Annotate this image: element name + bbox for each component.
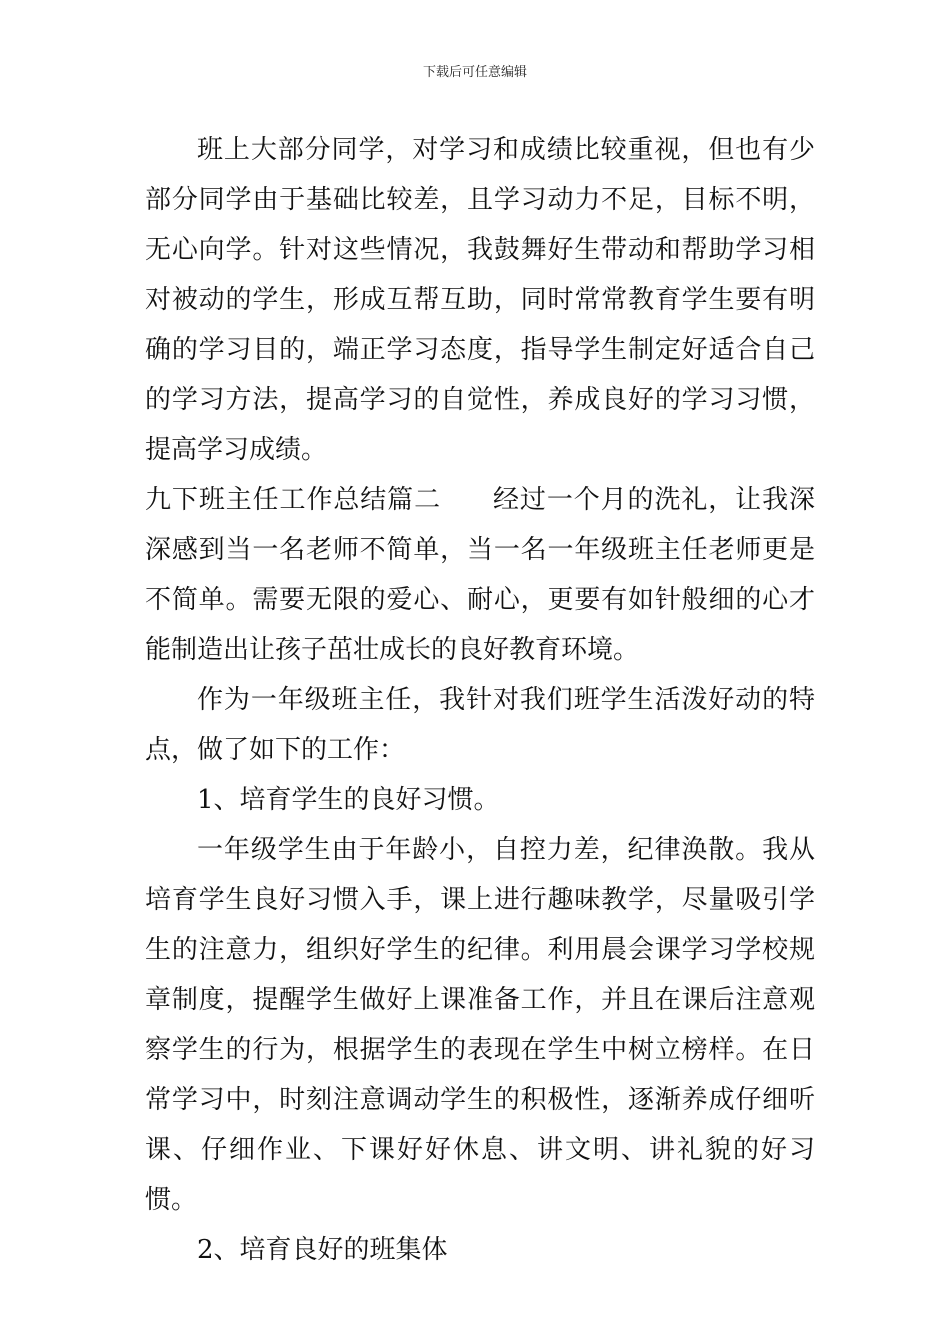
section-heading: 九下班主任工作总结篇二: [145, 485, 441, 515]
paragraph-work-intro: 作为一年级班主任，我针对我们班学生活泼好动的特点，做了如下的工作：: [145, 685, 815, 765]
paragraph-section-two-text: 经过一个月的洗礼，让我深深感到当一名老师不简单，当一名一年级班主任老师更是不简单。需要无限的爱心、耐心，更要有如针般细的心才能制造出让孩子茁壮成长的良好教育环境。: [145, 485, 815, 665]
list-item-habits: 1、培育学生的良好习惯。: [197, 785, 500, 815]
paragraph-habits: 一年级学生由于年龄小，自控力差，纪律涣散。我从培育学生良好习惯入手，课上进行趣味教学，尽量吸引学生的注意力，组织好学生的纪律。利用晨会课学习学校规章制度，提醒学生做好上课准备工作，并且在课后注意观察学生的行为，根据学生的表现在学生中树立榜样。在日常学习中，时刻注意调动学生的积极性，逐渐养成仔细听课、仔细作业、下课好好休息、讲文明、讲礼貌的好习惯。: [145, 835, 815, 1215]
paragraph-study-attitude: 班上大部分同学，对学习和成绩比较重视，但也有少部分同学由于基础比较差，且学习动力不足，目标不明，无心向学。针对这些情况，我鼓舞好生带动和帮助学习相对被动的学生，形成互帮互助，同时常常教育学生要有明确的学习目的，端正学习态度，指导学生制定好适合自己的学习方法，提高学习的自觉性，养成良好的学习习惯，提高学习成绩。: [145, 135, 815, 465]
list-item-class-collective: 2、培育良好的班集体: [197, 1235, 448, 1265]
page-header: 下载后可任意编辑: [422, 65, 527, 80]
document-body: [145, 125, 815, 1275]
paragraph-section-two: [145, 475, 815, 675]
